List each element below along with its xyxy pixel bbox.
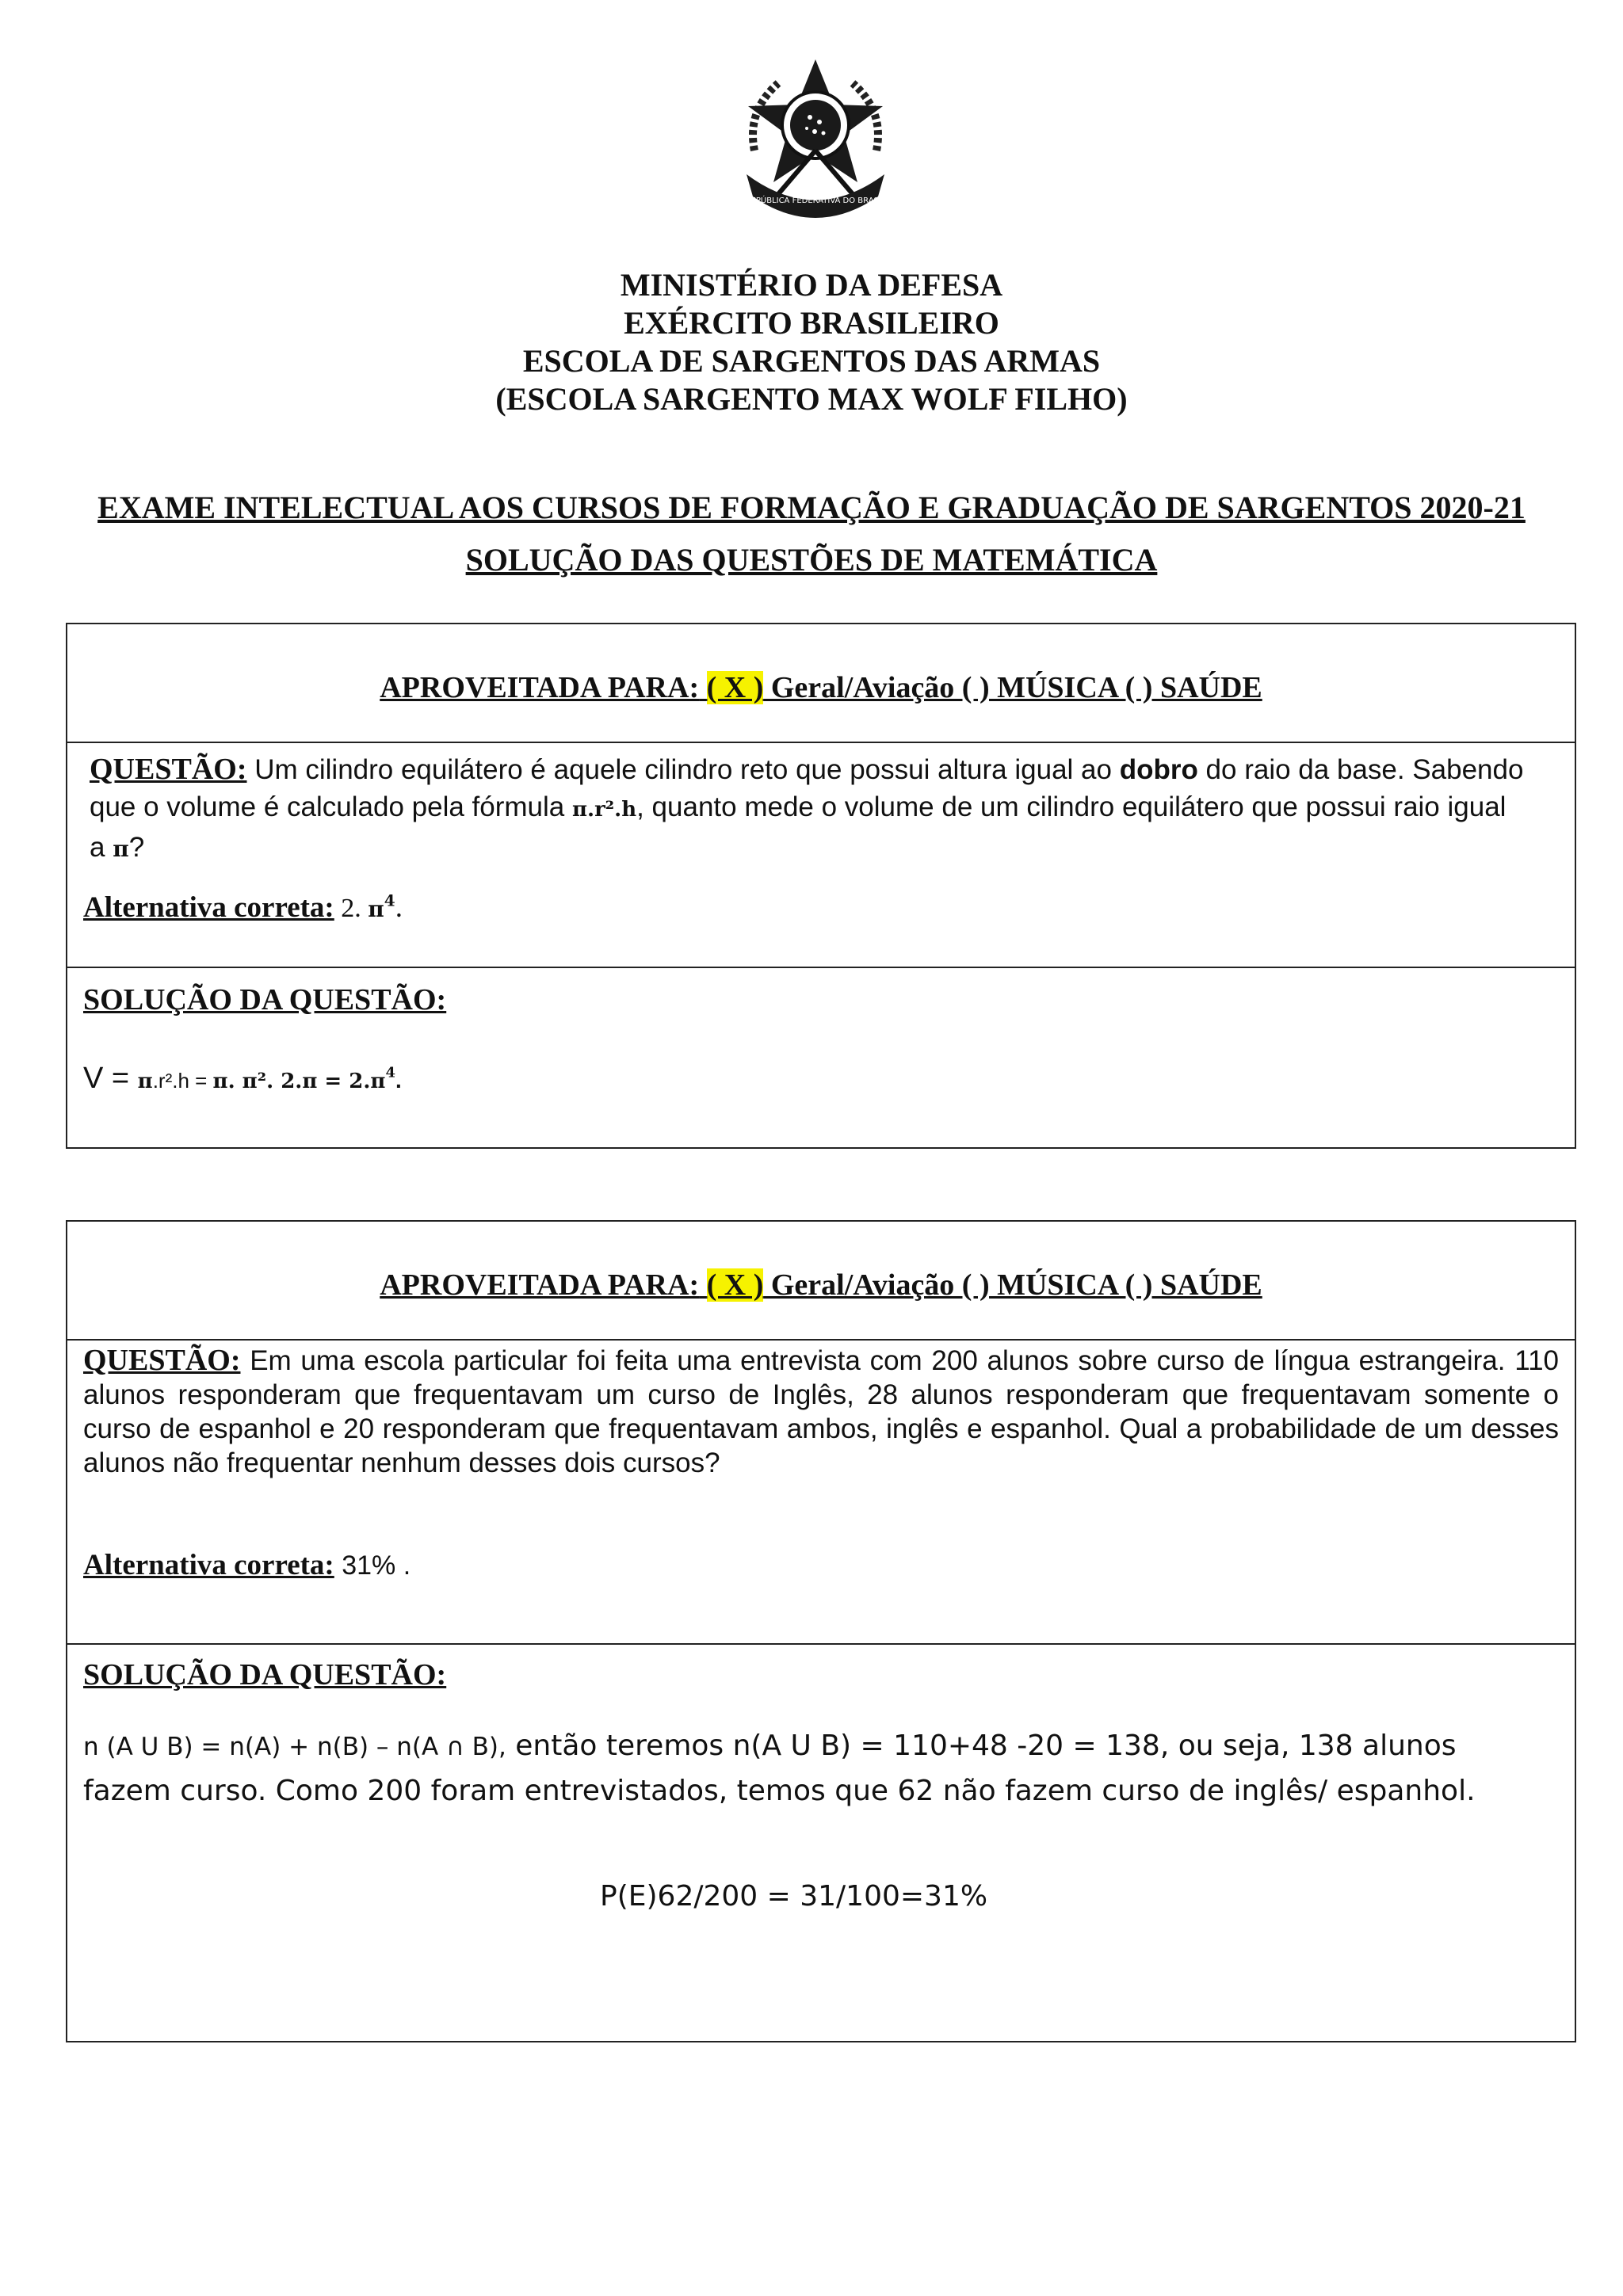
solution-row xyxy=(67,968,1575,1147)
approved-line xyxy=(67,1268,1575,1302)
answer-end: . xyxy=(395,891,403,924)
solution-label: SOLUÇÃO DA QUESTÃO: xyxy=(83,983,447,1016)
answer-line xyxy=(83,1548,411,1582)
question-text-part: do raio da base. Sabendo que o volume é calculado pela fórmula xyxy=(90,754,1524,822)
approved-label: APROVEITADA PARA: xyxy=(380,1268,700,1302)
question-row xyxy=(67,743,1575,968)
solution-exponent: 4 xyxy=(385,1064,395,1081)
header-ministry: MINISTÉRIO DA DEFESA xyxy=(620,267,1003,303)
answer-label: Alternativa correta: xyxy=(83,891,334,924)
question-label: QUESTÃO: xyxy=(90,753,247,786)
exam-title-block xyxy=(0,482,1623,586)
solution-text xyxy=(83,1724,1495,1813)
exam-title: EXAME INTELECTUAL AOS CURSOS DE FORMAÇÃO E GRADUAÇÃO DE SARGENTOS 2020-21 xyxy=(97,490,1526,525)
solution-row xyxy=(67,1645,1575,2041)
approved-marked-option: ( X ) xyxy=(706,1268,764,1302)
answer-pi: π xyxy=(368,896,384,922)
answer-label: Alternativa correta: xyxy=(83,1549,334,1581)
solution-set-formula: n (A U B) = n(A) + n(B) – n(A ∩ B), xyxy=(83,1733,506,1761)
question-text xyxy=(83,1344,1559,1480)
question-card-1 xyxy=(66,623,1576,1149)
approved-row xyxy=(67,624,1575,743)
solution-expansion: π. π². 2.π = 2.π xyxy=(212,1070,386,1093)
solution-r2h: .r².h = xyxy=(152,1069,213,1093)
approved-options: Geral/Aviação ( ) MÚSICA ( ) SAÚDE xyxy=(763,671,1262,704)
solution-end: . xyxy=(395,1068,402,1093)
brazil-coat-of-arms-icon xyxy=(731,55,900,225)
solution-formula xyxy=(83,1062,402,1096)
question-text-end: ? xyxy=(128,832,145,863)
solution-label: SOLUÇÃO DA QUESTÃO: xyxy=(83,1658,447,1691)
solution-explanation: então teremos n(A U B) = 110+48 -20 = 138, ou seja, 138 alunos fazem curso. Como 200 foram entrevistados, temos que 62 não fazem curso de inglês/ espanhol. xyxy=(83,1730,1476,1807)
question-bold-word: dobro xyxy=(1119,754,1198,785)
solution-pi: π xyxy=(137,1070,153,1093)
solution-v: V = xyxy=(83,1062,138,1095)
question-row xyxy=(67,1341,1575,1645)
approved-marked-option: ( X ) xyxy=(706,671,764,704)
exam-subtitle: SOLUÇÃO DAS QUESTÕES DE MATEMÁTICA xyxy=(465,542,1158,578)
approved-row xyxy=(67,1222,1575,1341)
answer-line xyxy=(83,891,403,925)
answer-exponent: 4 xyxy=(384,891,395,910)
header-school-name: (ESCOLA SARGENTO MAX WOLF FILHO) xyxy=(495,381,1128,417)
question-text-part: , quanto mede o volume de um cilindro equilátero que possui raio igual a xyxy=(90,791,1507,863)
question-card-2 xyxy=(66,1220,1576,2042)
header-army: EXÉRCITO BRASILEIRO xyxy=(624,305,999,341)
header-school: ESCOLA DE SARGENTOS DAS ARMAS xyxy=(522,343,1101,379)
emblem-ribbon-text: REPÚBLICA FEDERATIVA DO BRASIL xyxy=(745,196,886,205)
answer-value: 31% . xyxy=(334,1550,411,1581)
solution-probability: P(E)62/200 = 31/100=31% xyxy=(600,1880,988,1913)
approved-options: Geral/Aviação ( ) MÚSICA ( ) SAÚDE xyxy=(763,1268,1262,1302)
pi-symbol: π xyxy=(113,836,129,862)
institution-header xyxy=(0,266,1623,418)
approved-line xyxy=(67,670,1575,705)
question-label: QUESTÃO: xyxy=(83,1344,241,1377)
question-body: Em uma escola particular foi feita uma entrevista com 200 alunos sobre curso de língua estrangeira. 110 alunos responderam que frequentavam um curso de Inglês, 28 alunos responderam que frequentavam somente o curso de espanhol e 20 responderam que frequentavam ambos, inglês e espanhol. Qual a probabilidade de um desses alunos não frequentar nenhum desses dois cursos? xyxy=(83,1345,1559,1478)
approved-label: APROVEITADA PARA: xyxy=(380,671,700,704)
answer-prefix: 2. xyxy=(334,894,369,923)
question-text xyxy=(90,751,1527,868)
volume-formula: π.r².h xyxy=(571,798,637,822)
question-text-part: Um cilindro equilátero é aquele cilindro reto que possui altura igual ao xyxy=(246,754,1120,785)
coat-of-arms-emblem xyxy=(731,55,900,225)
